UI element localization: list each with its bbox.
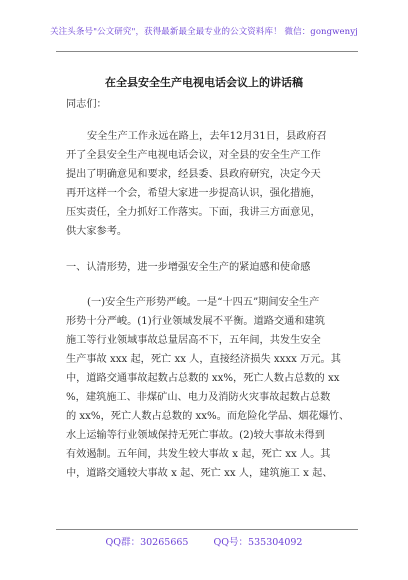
qq-number: QQ号：535304092 xyxy=(213,537,303,548)
paragraph-line: 压实责任，全力抓好工作落实。下面，我讲三方面意见， xyxy=(66,207,321,218)
paragraph-line: 开了全县安全生产电视电话会议，对全县的安全生产工作 xyxy=(66,150,321,161)
qq-group: QQ群：30265665 xyxy=(105,537,189,548)
paragraph-line: 有效遏制。五年间，共发生较大事故 x 起，死亡 xx 人。其 xyxy=(66,449,331,460)
paragraph-line: 安全生产工作永远在路上，去年12月31日，县政府召 xyxy=(87,131,327,142)
footer-divider xyxy=(56,529,358,530)
paragraph-line: 生产事故 xxx 起，死亡 xx 人，直接经济损失 xxxx 万元。其 xyxy=(66,354,341,365)
paragraph-line: %，建筑施工、非煤矿山、电力及消防火灾事故起数占总数 xyxy=(66,392,331,403)
promo-banner: 关注头条号"公文研究"，获得最新最全最专业的公文资料库！ 微信：gongwenyj xyxy=(50,27,358,37)
paragraph-line: (一)安全生产形势严峻。一是“十四五”期间安全生产 xyxy=(87,297,320,308)
paragraph-line: 中，道路交通事故起数占总数的 xx%，死亡人数占总数的 xx xyxy=(66,373,340,384)
footer-contact xyxy=(0,534,408,548)
document-title: 在全县安全生产电视电话会议上的讲话稿 xyxy=(105,76,303,89)
paragraph-line: 形势十分严峻。(1)行业领域发展不平衡。道路交通和建筑 xyxy=(66,316,325,327)
paragraph-line: 施工等行业领域事故总量居高不下，五年间，共发生安全 xyxy=(66,335,321,346)
section-heading: 一、认清形势，进一步增强安全生产的紧迫感和使命感 xyxy=(66,262,311,273)
paragraph-line: 中，道路交通较大事故 x 起、死亡 xx 人，建筑施工 x 起、 xyxy=(66,468,333,479)
paragraph-line: 供大家参考。 xyxy=(66,226,128,237)
paragraph-line: 再开这样一个会，希望大家进一步提高认识，强化措施， xyxy=(66,188,321,199)
greeting: 同志们： xyxy=(66,99,107,110)
header-divider xyxy=(56,51,358,52)
paragraph-line: 提出了明确意见和要求，经县委、县政府研究，决定今天 xyxy=(66,169,321,180)
paragraph-line: 水上运输等行业领域保持无死亡事故。(2)较大事故未得到 xyxy=(66,430,325,441)
paragraph-line: 的 xx%，死亡人数占总数的 xx%。而危险化学品、烟花爆竹、 xyxy=(66,411,350,422)
